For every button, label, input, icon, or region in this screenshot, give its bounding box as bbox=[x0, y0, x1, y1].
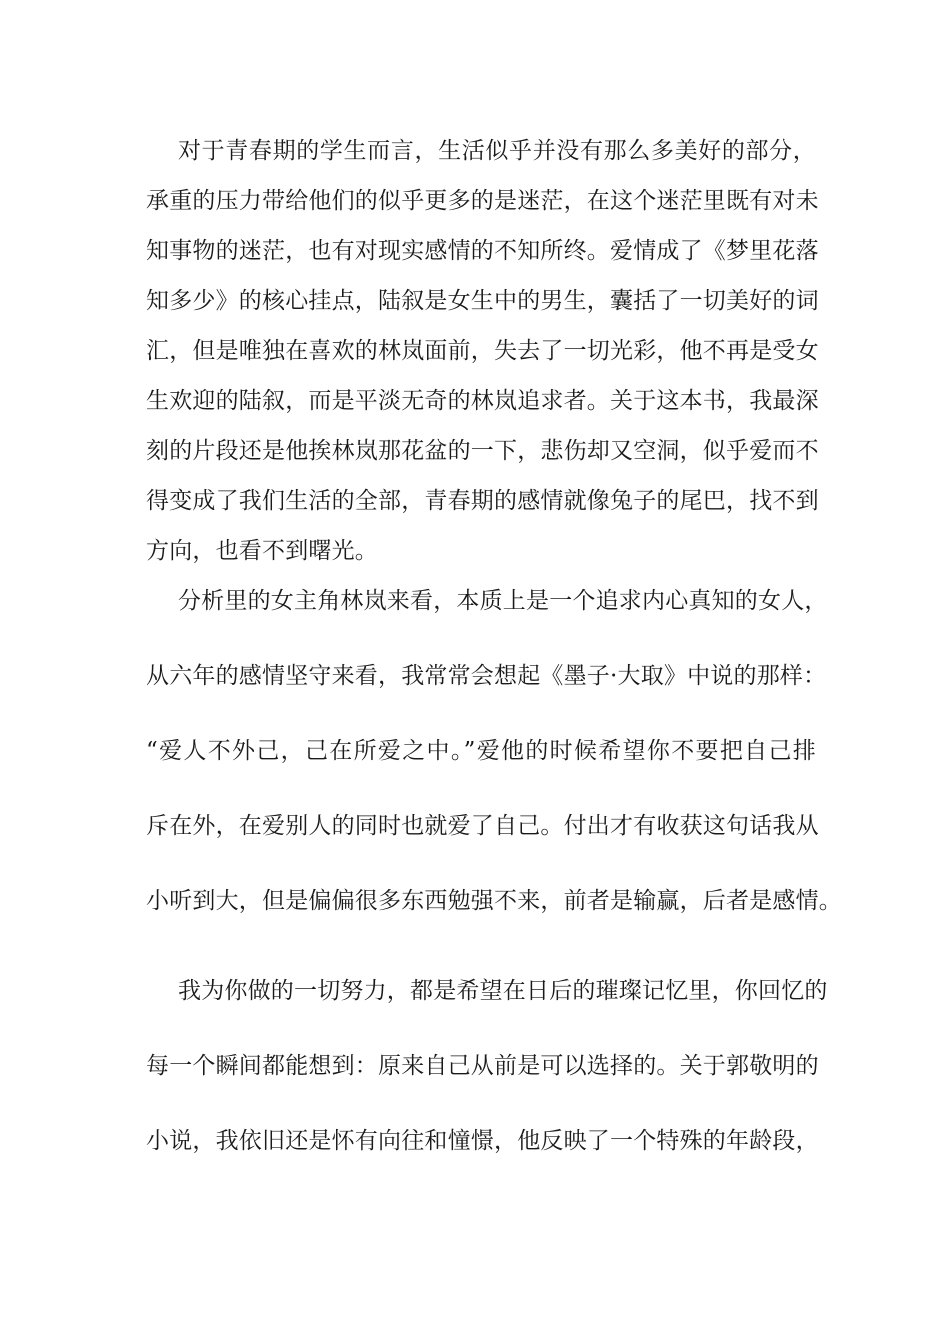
paragraph-1-line-8: 得变成了我们生活的全部，青春期的感情就像兔子的尾巴，找不到 bbox=[146, 488, 819, 514]
paragraph-2-line-4: 斥在外，在爱别人的同时也就爱了自己。付出才有收获这句话我从 bbox=[146, 813, 819, 839]
paragraph-3-line-1: 我为你做的一切努力，都是希望在日后的璀璨记忆里，你回忆的 bbox=[178, 978, 828, 1004]
paragraph-1-line-4: 知多少》的核心挂点，陆叙是女生中的男生，囊括了一切美好的词 bbox=[146, 288, 819, 314]
paragraph-1-line-1: 对于青春期的学生而言，生活似乎并没有那么多美好的部分， bbox=[178, 138, 816, 164]
paragraph-1-line-9: 方向，也看不到曙光。 bbox=[146, 538, 378, 564]
paragraph-3-line-3: 小说，我依旧还是怀有向往和憧憬，他反映了一个特殊的年龄段， bbox=[146, 1128, 819, 1154]
paragraph-1-line-5: 汇，但是唯独在喜欢的林岚面前，失去了一切光彩，他不再是受女 bbox=[146, 338, 819, 364]
paragraph-1-line-3: 知事物的迷茫，也有对现实感情的不知所终。爱情成了《梦里花落 bbox=[146, 238, 819, 264]
paragraph-2-line-2: 从六年的感情坚守来看，我常常会想起《墨子·大取》中说的那样： bbox=[146, 663, 827, 689]
paragraph-1-line-7: 刻的片段还是他挨林岚那花盆的一下，悲伤却又空洞，似乎爱而不 bbox=[146, 438, 819, 464]
paragraph-2-line-1: 分析里的女主角林岚来看，本质上是一个追求内心真知的女人， bbox=[178, 588, 828, 614]
paragraph-2-line-3: “爱人不外己，己在所爱之中。”爱他的时候希望你不要把自己排 bbox=[146, 738, 816, 764]
paragraph-1-line-6: 生欢迎的陆叙，而是平淡无奇的林岚追求者。关于这本书，我最深 bbox=[146, 388, 819, 414]
paragraph-3-line-2: 每一个瞬间都能想到：原来自己从前是可以选择的。关于郭敬明的 bbox=[146, 1053, 819, 1079]
paragraph-2-line-5: 小听到大，但是偏偏很多东西勉强不来，前者是输赢，后者是感情。 bbox=[146, 888, 842, 914]
paragraph-1-line-2: 承重的压力带给他们的似乎更多的是迷茫，在这个迷茫里既有对未 bbox=[146, 188, 819, 214]
